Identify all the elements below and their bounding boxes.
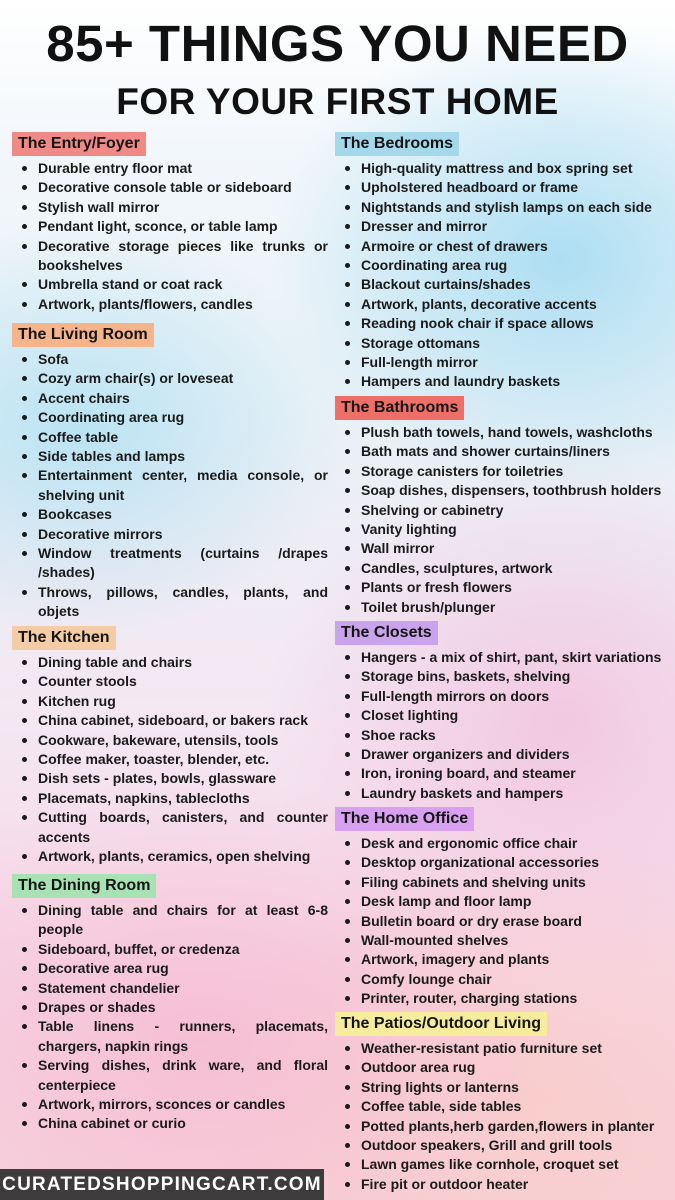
list-item: Bath mats and shower curtains/liners [333, 442, 673, 461]
list-item: Umbrella stand or coat rack [10, 275, 328, 294]
list-office [333, 834, 673, 1009]
list-item: China cabinet, sideboard, or bakers rack [10, 711, 328, 730]
list-item: Reading nook chair if space allows [333, 314, 673, 333]
list-item: Armoire or chest of drawers [333, 237, 673, 256]
list-item: Outdoor area rug [333, 1058, 673, 1077]
list-item: Artwork, mirrors, sconces or candles [10, 1095, 328, 1114]
list-item: Potted plants,herb garden,flowers in planter [333, 1117, 673, 1136]
list-item: Blackout curtains/shades [333, 275, 673, 294]
page-subtitle: FOR YOUR FIRST HOME [116, 81, 559, 122]
section-patio [333, 1012, 673, 1194]
list-item: Decorative console table or sideboard [10, 178, 328, 197]
list-item: Storage ottomans [333, 334, 673, 353]
list-item: Dining table and chairs for at least 6-8 people [10, 901, 328, 940]
list-item: Bulletin board or dry erase board [333, 912, 673, 931]
list-item: Dresser and mirror [333, 217, 673, 236]
section-office [333, 807, 673, 1009]
list-item: Statement chandelier [10, 979, 328, 998]
list-item: Iron, ironing board, and steamer [333, 764, 673, 783]
list-item: Artwork, plants/flowers, candles [10, 295, 328, 314]
list-bedrooms [333, 159, 673, 392]
list-item: Desktop organizational accessories [333, 853, 673, 872]
list-item: Cutting boards, canisters, and counter accents [10, 808, 328, 847]
list-item: Filing cabinets and shelving units [333, 873, 673, 892]
list-item: Throws, pillows, candles, plants, and objets [10, 583, 328, 622]
list-item: Wall mirror [333, 539, 673, 558]
section-heading-living: The Living Room [12, 323, 154, 347]
section-living [10, 323, 328, 622]
section-entry [10, 132, 328, 314]
section-bathrooms [333, 396, 673, 617]
list-item: Decorative mirrors [10, 525, 328, 544]
section-heading-bedrooms: The Bedrooms [335, 132, 459, 156]
list-item: Storage canisters for toiletries [333, 462, 673, 481]
list-item: Bookcases [10, 505, 328, 524]
list-item: Window treatments (curtains /drapes /shades) [10, 544, 328, 583]
list-item: Coordinating area rug [333, 256, 673, 275]
list-item: Artwork, plants, decorative accents [333, 295, 673, 314]
list-item: Sideboard, buffet, or credenza [10, 940, 328, 959]
list-item: Toilet brush/plunger [333, 598, 673, 617]
page-title: 85+ THINGS YOU NEED [46, 15, 629, 72]
list-item: Sofa [10, 350, 328, 369]
list-item: Lawn games like cornhole, croquet set [333, 1155, 673, 1174]
section-heading-patio: The Patios/Outdoor Living [335, 1012, 547, 1036]
list-item: Hangers - a mix of shirt, pant, skirt variations [333, 648, 673, 667]
list-item: Dining table and chairs [10, 653, 328, 672]
list-item: Candles, sculptures, artwork [333, 559, 673, 578]
list-item: Printer, router, charging stations [333, 989, 673, 1008]
list-item: Coordinating area rug [10, 408, 328, 427]
list-item: Upholstered headboard or frame [333, 178, 673, 197]
section-heading-closets: The Closets [335, 621, 438, 645]
list-item: Durable entry floor mat [10, 159, 328, 178]
list-item: Side tables and lamps [10, 447, 328, 466]
section-dining [10, 874, 328, 1134]
section-heading-bathrooms: The Bathrooms [335, 396, 464, 420]
list-item: Cozy arm chair(s) or loveseat [10, 369, 328, 388]
list-item: Accent chairs [10, 389, 328, 408]
section-closets [333, 621, 673, 803]
list-item: Table linens - runners, placemats, chargers, napkin rings [10, 1017, 328, 1056]
list-item: Artwork, plants, ceramics, open shelving [10, 847, 328, 866]
list-item: Pendant light, sconce, or table lamp [10, 217, 328, 236]
list-item: Storage bins, baskets, shelving [333, 667, 673, 686]
list-item: Plush bath towels, hand towels, washcloths [333, 423, 673, 442]
list-item: China cabinet or curio [10, 1114, 328, 1133]
section-bedrooms [333, 132, 673, 392]
list-item: Nightstands and stylish lamps on each side [333, 198, 673, 217]
list-item: Shelving or cabinetry [333, 501, 673, 520]
list-item: Kitchen rug [10, 692, 328, 711]
section-heading-kitchen: The Kitchen [12, 626, 116, 650]
list-item: Outdoor speakers, Grill and grill tools [333, 1136, 673, 1155]
list-item: Artwork, imagery and plants [333, 950, 673, 969]
list-item: Decorative area rug [10, 959, 328, 978]
list-item: Plants or fresh flowers [333, 578, 673, 597]
list-item: Fire pit or outdoor heater [333, 1175, 673, 1194]
list-item: Coffee maker, toaster, blender, etc. [10, 750, 328, 769]
list-item: Weather-resistant patio furniture set [333, 1039, 673, 1058]
list-item: Comfy lounge chair [333, 970, 673, 989]
section-heading-dining: The Dining Room [12, 874, 156, 898]
list-item: Dish sets - plates, bowls, glassware [10, 769, 328, 788]
list-item: Vanity lighting [333, 520, 673, 539]
list-item: Hampers and laundry baskets [333, 372, 673, 391]
list-item: Wall-mounted shelves [333, 931, 673, 950]
list-item: Cookware, bakeware, utensils, tools [10, 731, 328, 750]
list-item: Soap dishes, dispensers, toothbrush holders [333, 481, 673, 500]
footer-website: CURATEDSHOPPINGCART.COM [0, 1169, 324, 1200]
list-item: Full-length mirror [333, 353, 673, 372]
list-item: Desk lamp and floor lamp [333, 892, 673, 911]
list-item: Coffee table, side tables [333, 1097, 673, 1116]
list-item: Drapes or shades [10, 998, 328, 1017]
list-item: Placemats, napkins, tablecloths [10, 789, 328, 808]
list-item: String lights or lanterns [333, 1078, 673, 1097]
list-item: Coffee table [10, 428, 328, 447]
list-living [10, 350, 328, 622]
list-item: Desk and ergonomic office chair [333, 834, 673, 853]
list-closets [333, 648, 673, 803]
list-item: Counter stools [10, 672, 328, 691]
list-item: Serving dishes, drink ware, and floral centerpiece [10, 1056, 328, 1095]
list-item: Closet lighting [333, 706, 673, 725]
list-bathrooms [333, 423, 673, 617]
list-item: High-quality mattress and box spring set [333, 159, 673, 178]
section-heading-office: The Home Office [335, 807, 474, 831]
list-item: Entertainment center, media console, or shelving unit [10, 466, 328, 505]
list-kitchen [10, 653, 328, 866]
list-item: Drawer organizers and dividers [333, 745, 673, 764]
section-kitchen [10, 626, 328, 866]
list-item: Full-length mirrors on doors [333, 687, 673, 706]
list-item: Shoe racks [333, 726, 673, 745]
list-item: Stylish wall mirror [10, 198, 328, 217]
list-item: Decorative storage pieces like trunks or bookshelves [10, 237, 328, 276]
list-dining [10, 901, 328, 1134]
list-patio [333, 1039, 673, 1194]
section-heading-entry: The Entry/Foyer [12, 132, 146, 156]
list-item: Laundry baskets and hampers [333, 784, 673, 803]
list-entry [10, 159, 328, 314]
